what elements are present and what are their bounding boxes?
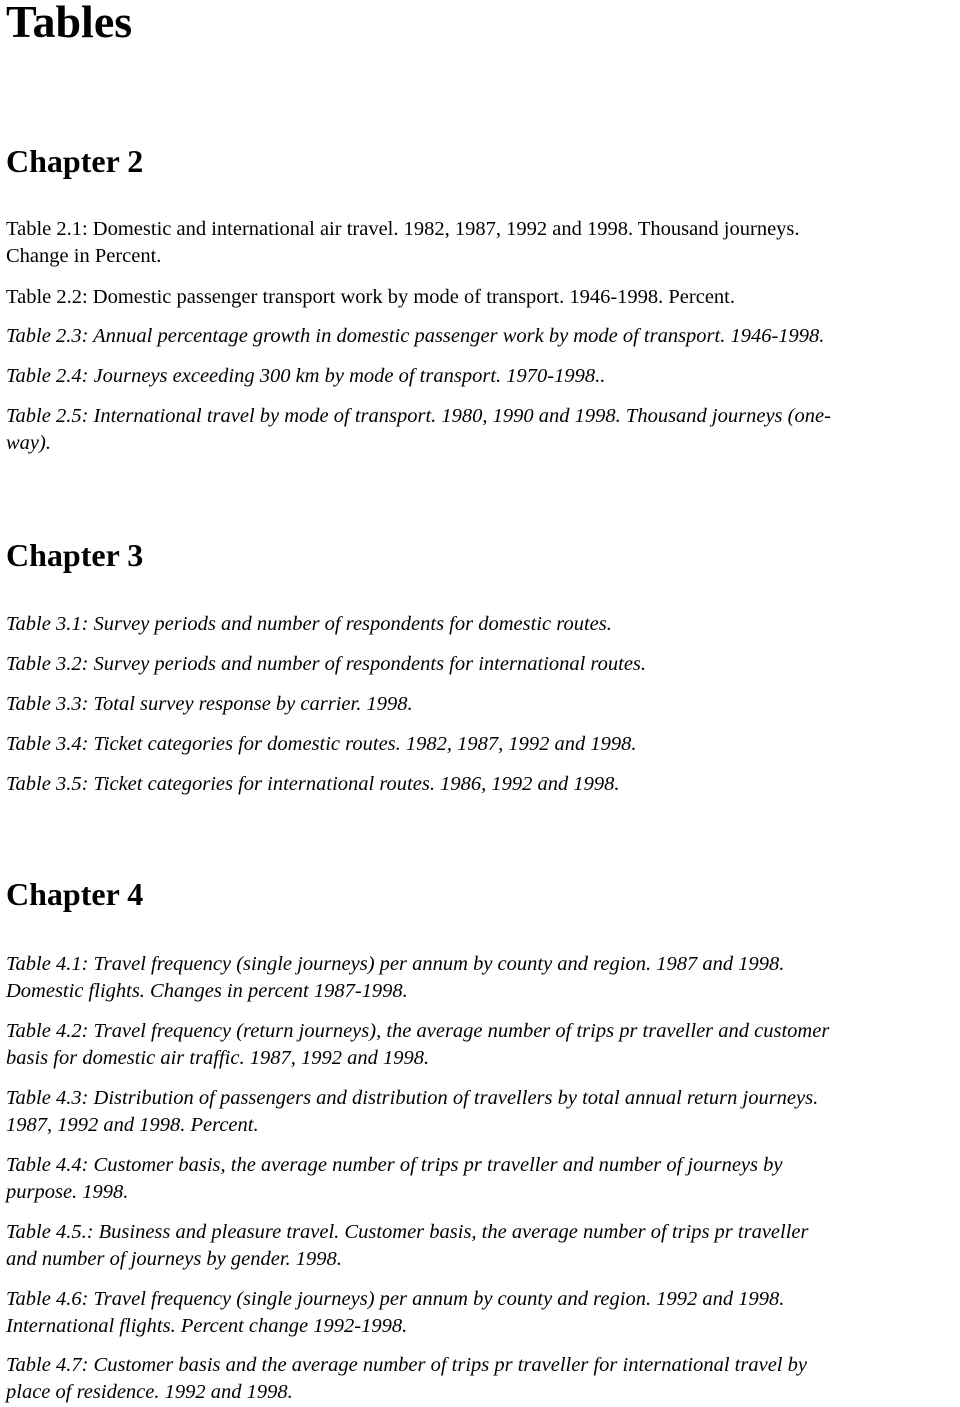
chapter-4-heading: Chapter 4 xyxy=(6,876,144,912)
page-title: Tables xyxy=(6,0,133,47)
table-3-1-entry xyxy=(6,611,958,638)
table-3-1-line-1: Table 3.1: Survey periods and number of respondents for domestic routes. xyxy=(6,613,612,635)
chapter-2-heading: Chapter 2 xyxy=(6,143,144,179)
table-4-6-line-2: International flights. Percent change 1992-1998. xyxy=(6,1315,408,1337)
table-3-5-line-1: Table 3.5: Ticket categories for international routes. 1986, 1992 and 1998. xyxy=(6,773,620,795)
table-3-4-line-1: Table 3.4: Ticket categories for domestic routes. 1982, 1987, 1992 and 1998. xyxy=(6,733,637,755)
table-4-6-entry xyxy=(6,1286,958,1340)
table-4-7-entry xyxy=(6,1352,958,1406)
table-3-2-entry xyxy=(6,651,958,678)
table-3-3-line-1: Table 3.3: Total survey response by carrier. 1998. xyxy=(6,693,413,715)
table-2-3-line-1: Table 2.3: Annual percentage growth in domestic passenger work by mode of transport. 1946-1998. xyxy=(6,325,825,347)
table-2-2-entry xyxy=(6,284,958,311)
table-4-2-line-1: Table 4.2: Travel frequency (return journeys), the average number of trips pr traveller and customer xyxy=(6,1020,830,1042)
table-2-5-line-2: way). xyxy=(6,432,51,454)
table-4-1-line-1: Table 4.1: Travel frequency (single journeys) per annum by county and region. 1987 and 1998. xyxy=(6,953,785,975)
table-2-2-line-1: Table 2.2: Domestic passenger transport work by mode of transport. 1946-1998. Percent. xyxy=(6,286,735,308)
table-4-6-line-1: Table 4.6: Travel frequency (single journeys) per annum by county and region. 1992 and 1998. xyxy=(6,1288,785,1310)
table-4-2-line-2: basis for domestic air traffic. 1987, 1992 and 1998. xyxy=(6,1047,430,1069)
table-4-1-entry xyxy=(6,951,958,1005)
table-4-4-entry xyxy=(6,1152,958,1206)
table-2-1-entry xyxy=(6,216,958,270)
table-4-5-line-2: and number of journeys by gender. 1998. xyxy=(6,1248,342,1270)
table-2-1-line-1: Table 2.1: Domestic and international air travel. 1982, 1987, 1992 and 1998. Thousand journeys. xyxy=(6,218,800,240)
table-3-5-entry xyxy=(6,771,958,798)
table-2-1-line-2: Change in Percent. xyxy=(6,245,162,267)
table-4-5-entry xyxy=(6,1219,958,1273)
table-2-3-entry xyxy=(6,323,958,350)
table-4-4-line-1: Table 4.4: Customer basis, the average number of trips pr traveller and number of journeys by xyxy=(6,1154,783,1176)
table-4-5-line-1: Table 4.5.: Business and pleasure travel. Customer basis, the average number of trips pr traveller xyxy=(6,1221,809,1243)
table-4-7-line-2: place of residence. 1992 and 1998. xyxy=(6,1381,293,1403)
table-2-4-line-1: Table 2.4: Journeys exceeding 300 km by mode of transport. 1970-1998.. xyxy=(6,365,606,387)
table-3-2-line-1: Table 3.2: Survey periods and number of respondents for international routes. xyxy=(6,653,647,675)
table-4-3-line-2: 1987, 1992 and 1998. Percent. xyxy=(6,1114,259,1136)
table-4-1-line-2: Domestic flights. Changes in percent 1987-1998. xyxy=(6,980,408,1002)
table-4-3-line-1: Table 4.3: Distribution of passengers and distribution of travellers by total annual return journeys. xyxy=(6,1087,819,1109)
table-4-7-line-1: Table 4.7: Customer basis and the average number of trips pr traveller for international travel by xyxy=(6,1354,807,1376)
table-3-3-entry xyxy=(6,691,958,718)
table-2-5-line-1: Table 2.5: International travel by mode of transport. 1980, 1990 and 1998. Thousand journeys (one- xyxy=(6,405,831,427)
chapter-3-heading: Chapter 3 xyxy=(6,537,144,573)
table-4-4-line-2: purpose. 1998. xyxy=(6,1181,129,1203)
table-2-5-entry xyxy=(6,403,958,457)
table-4-3-entry xyxy=(6,1085,958,1139)
table-3-4-entry xyxy=(6,731,958,758)
table-2-4-entry xyxy=(6,363,958,390)
table-4-2-entry xyxy=(6,1018,958,1072)
